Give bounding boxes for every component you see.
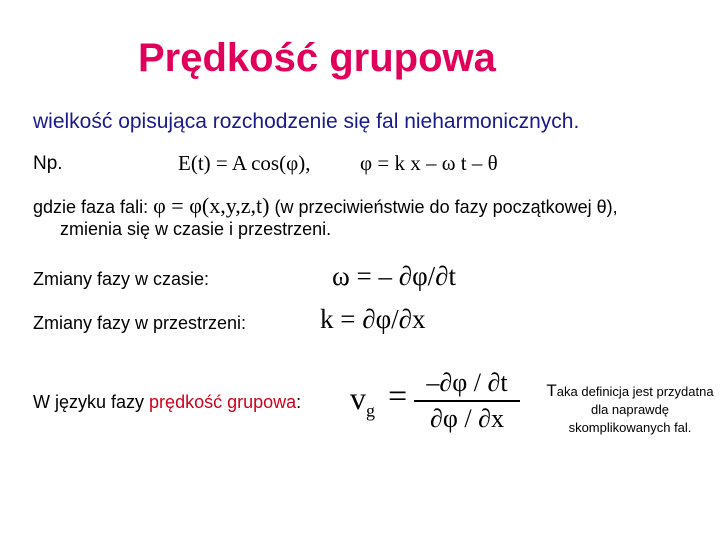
space-change-formula: k = ∂φ/∂x: [320, 304, 426, 334]
fraction-denominator: ∂φ / ∂x: [430, 404, 504, 433]
example-formula-left: E(t) = A cos(φ),: [178, 151, 311, 175]
side-note-text: aka definicja jest przydatna dla naprawdę skomplikowanych fal.: [556, 384, 714, 435]
time-change-formula: ω = – ∂φ/∂t: [332, 261, 457, 291]
group-velocity-v: v: [350, 380, 366, 416]
group-velocity-label: [33, 392, 301, 413]
space-change-label: Zmiany fazy w przestrzeni:: [33, 313, 247, 333]
intro-text: wielkość opisująca rozchodzenie się fal nieharmonicznych.: [33, 110, 580, 133]
equals-sign: =: [388, 378, 408, 415]
group-velocity-symbol: [350, 380, 375, 421]
time-change-label: Zmiany fazy w czasie:: [33, 269, 210, 289]
side-note: [545, 382, 715, 437]
group-velocity-fraction: [414, 368, 520, 434]
page-title: Prędkość grupowa: [138, 36, 496, 80]
side-note-first-letter: T: [546, 381, 557, 400]
phase-formula: φ = φ(x,y,z,t): [153, 193, 270, 218]
fraction-numerator: –∂φ / ∂t: [414, 368, 520, 402]
group-velocity-subscript: g: [366, 400, 375, 421]
group-velocity-label-suffix: :: [296, 392, 302, 412]
example-formula-right: φ = k x – ω t – θ: [360, 151, 498, 175]
example-label: Np.: [33, 153, 63, 174]
phase-continuation: zmienia się w czasie i przestrzeni.: [60, 219, 332, 239]
phase-suffix: (w przeciwieństwie do fazy początkowej θ),: [274, 197, 618, 217]
group-velocity-highlight: prędkość grupowa: [149, 392, 297, 412]
group-velocity-label-prefix: W języku fazy: [33, 392, 145, 412]
phase-line: [33, 193, 618, 219]
phase-prefix: gdzie faza fali:: [33, 197, 149, 217]
